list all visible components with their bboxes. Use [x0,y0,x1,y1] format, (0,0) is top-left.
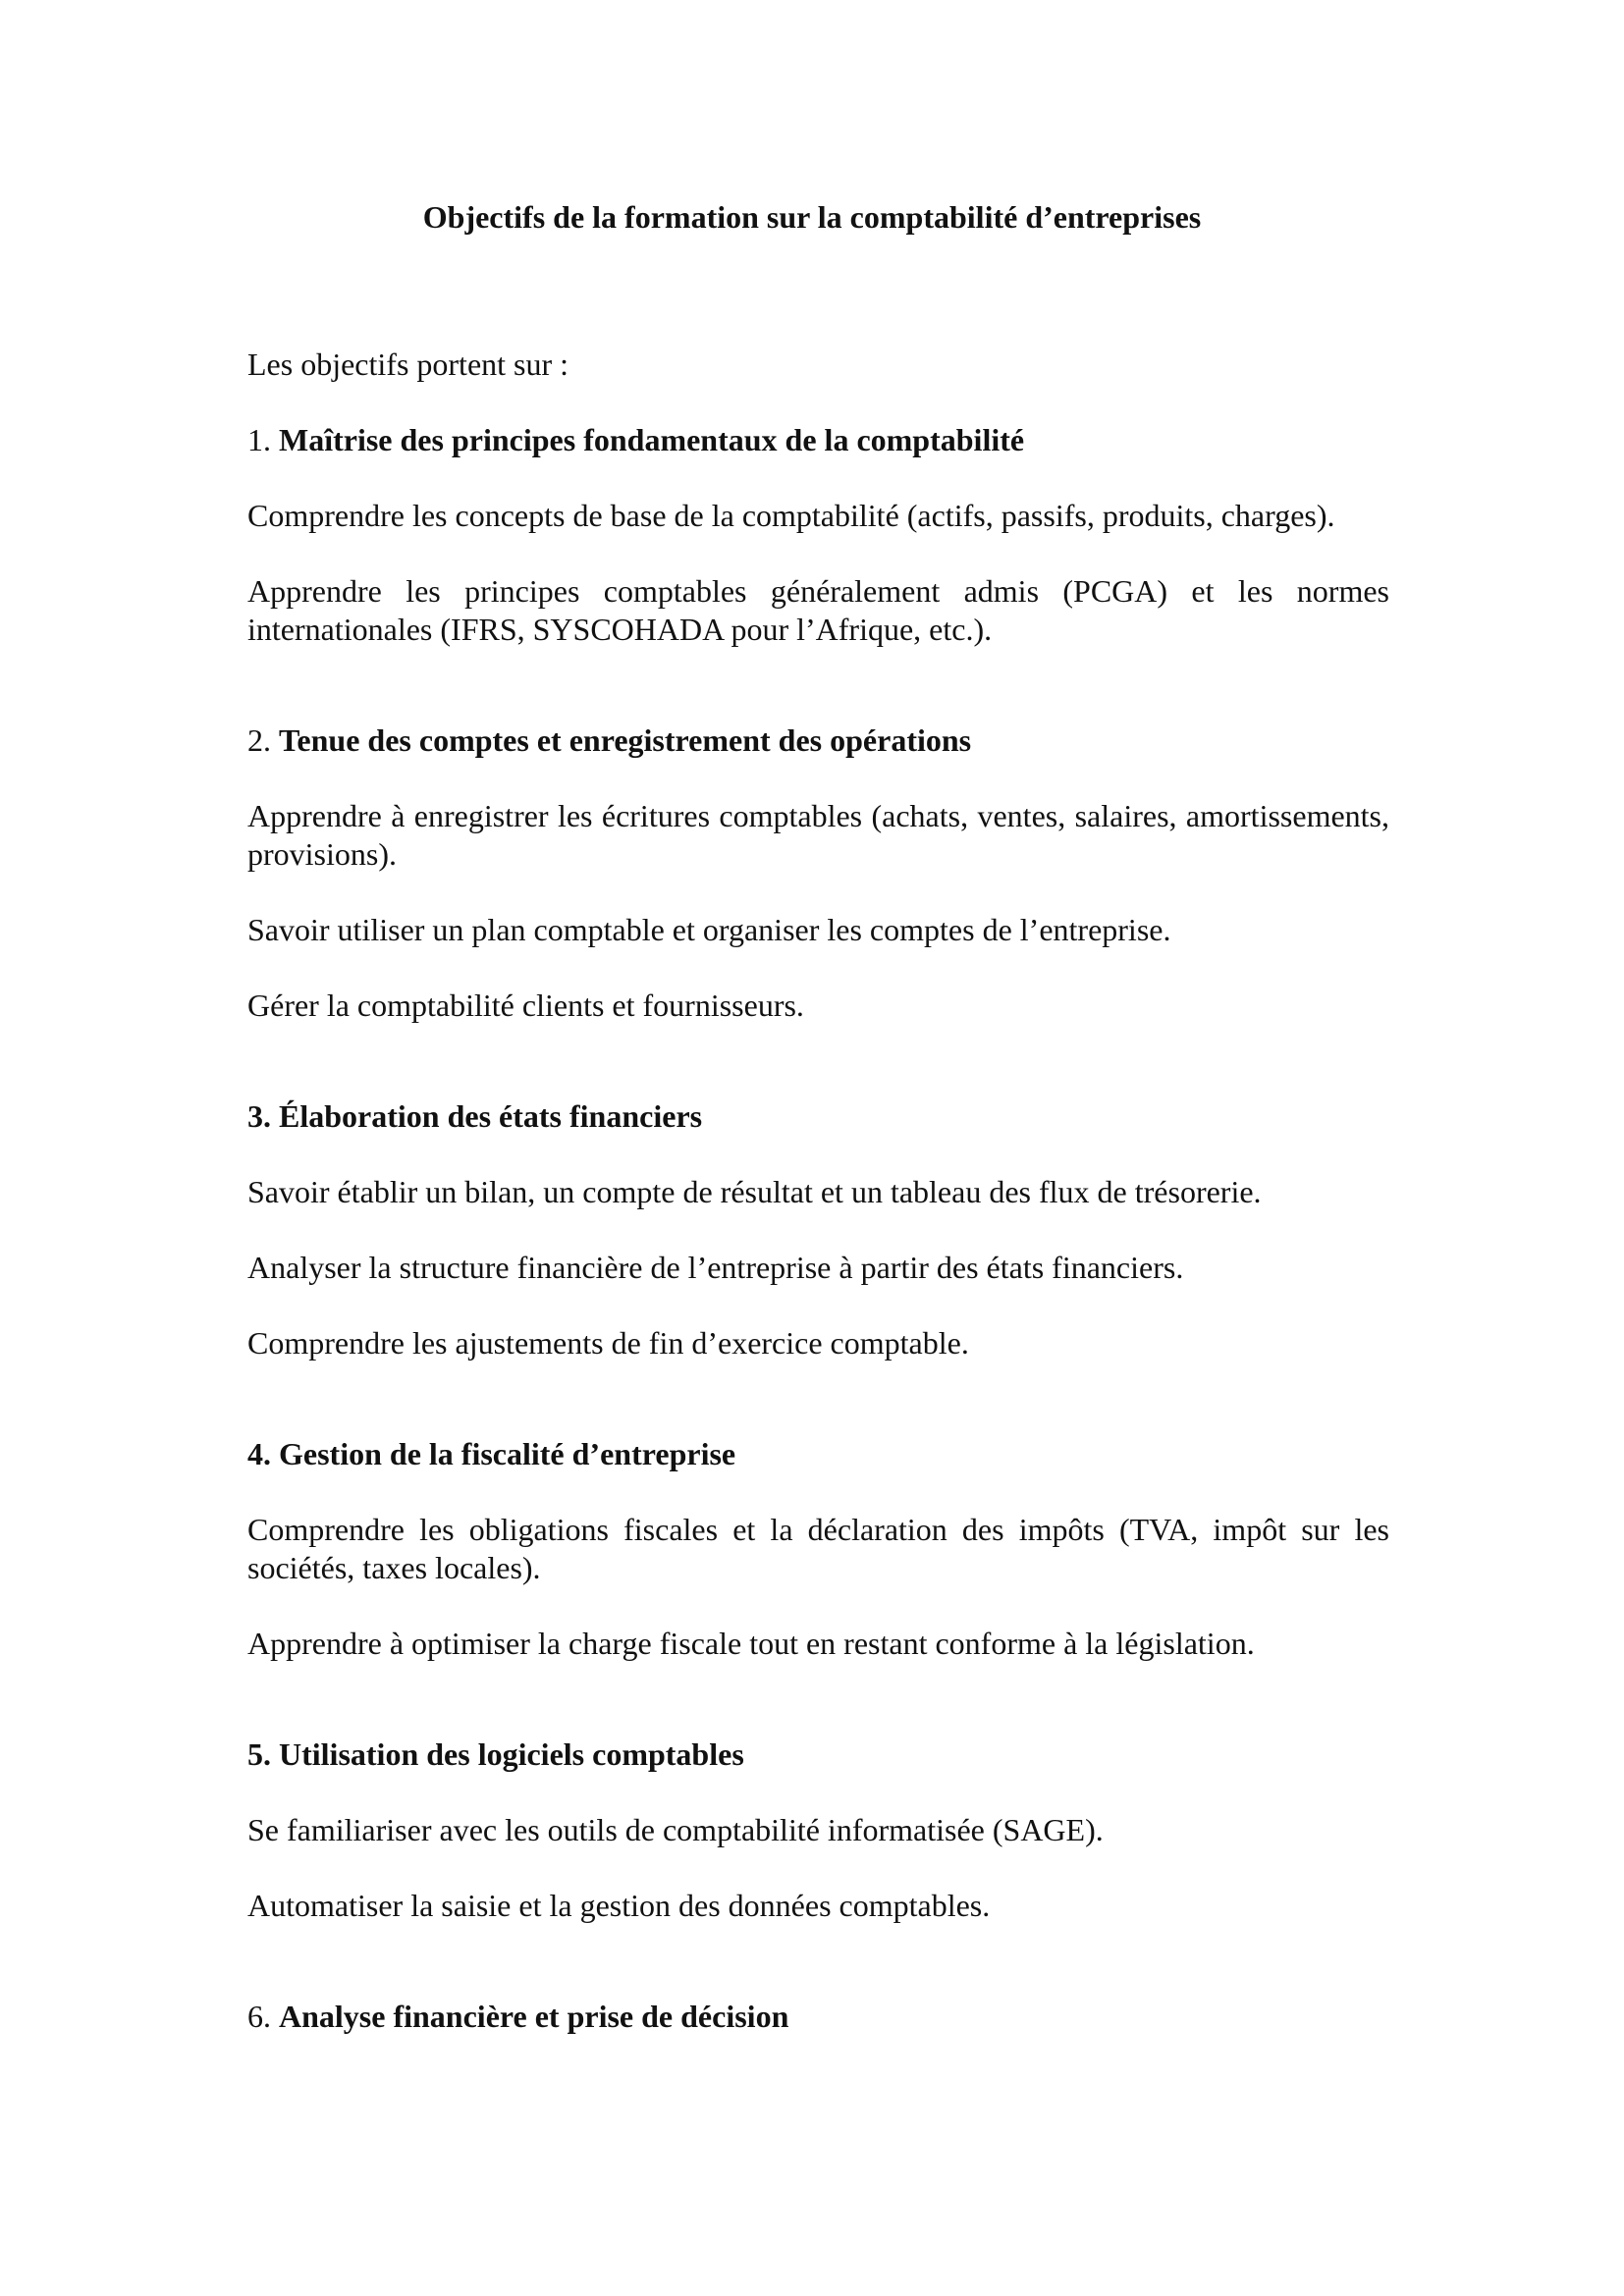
intro-text: Les objectifs portent sur : [247,347,569,382]
section-number: 2. [247,722,271,758]
section-number: 6. [247,1999,271,2034]
section-heading [247,1998,1389,2036]
section-paragraph: Savoir établir un bilan, un compte de résultat et un tableau des flux de trésorerie. [247,1174,1262,1209]
section-title: Maîtrise des principes fondamentaux de la comptabilité [279,422,1025,457]
section-heading [247,721,1389,760]
section-paragraph: Apprendre les principes comptables généralement admis (PCGA) et les normes internationales (IFRS, SYSCOHADA pour l’Afrique, etc.). [247,573,1389,647]
section-paragraph: Apprendre à enregistrer les écritures comptables (achats, ventes, salaires, amortissements, provisions). [247,798,1389,872]
section-number: 1. [247,422,271,457]
section-title: Analyse financière et prise de décision [279,1999,789,2034]
document-title: Objectifs de la formation sur la comptabilité d’entreprises [422,199,1202,235]
document-body [247,346,1389,2073]
section-title: Élaboration des états financiers [279,1098,703,1134]
section-title: Gestion de la fiscalité d’entreprise [279,1436,736,1471]
section-paragraph: Comprendre les ajustements de fin d’exercice comptable. [247,1325,969,1361]
section-paragraph: Automatiser la saisie et la gestion des données comptables. [247,1888,991,1923]
section-title: Tenue des comptes et enregistrement des opérations [279,722,972,758]
section-paragraph: Comprendre les obligations fiscales et la déclaration des impôts (TVA, impôt sur les sociétés, taxes locales). [247,1512,1389,1585]
section-3 [247,1097,1389,1362]
section-paragraph: Apprendre à optimiser la charge fiscale tout en restant conforme à la législation. [247,1626,1255,1661]
section-6 [247,1998,1389,2036]
section-paragraph: Se familiariser avec les outils de comptabilité informatisée (SAGE). [247,1812,1104,1847]
section-heading [247,1097,1389,1136]
section-number: 3. [247,1098,271,1134]
section-paragraph: Savoir utiliser un plan comptable et organiser les comptes de l’entreprise. [247,912,1171,947]
section-paragraph: Analyser la structure financière de l’entreprise à partir des états financiers. [247,1250,1184,1285]
section-heading [247,1435,1389,1473]
section-number: 4. [247,1436,271,1471]
section-number: 5. [247,1736,271,1772]
section-heading [247,421,1389,459]
section-paragraph: Comprendre les concepts de base de la comptabilité (actifs, passifs, produits, charges). [247,498,1335,533]
section-paragraph: Gérer la comptabilité clients et fournisseurs. [247,988,804,1023]
section-5 [247,1735,1389,1925]
section-heading [247,1735,1389,1774]
section-2 [247,721,1389,1025]
section-title: Utilisation des logiciels comptables [279,1736,744,1772]
section-1 [247,421,1389,649]
section-4 [247,1435,1389,1663]
